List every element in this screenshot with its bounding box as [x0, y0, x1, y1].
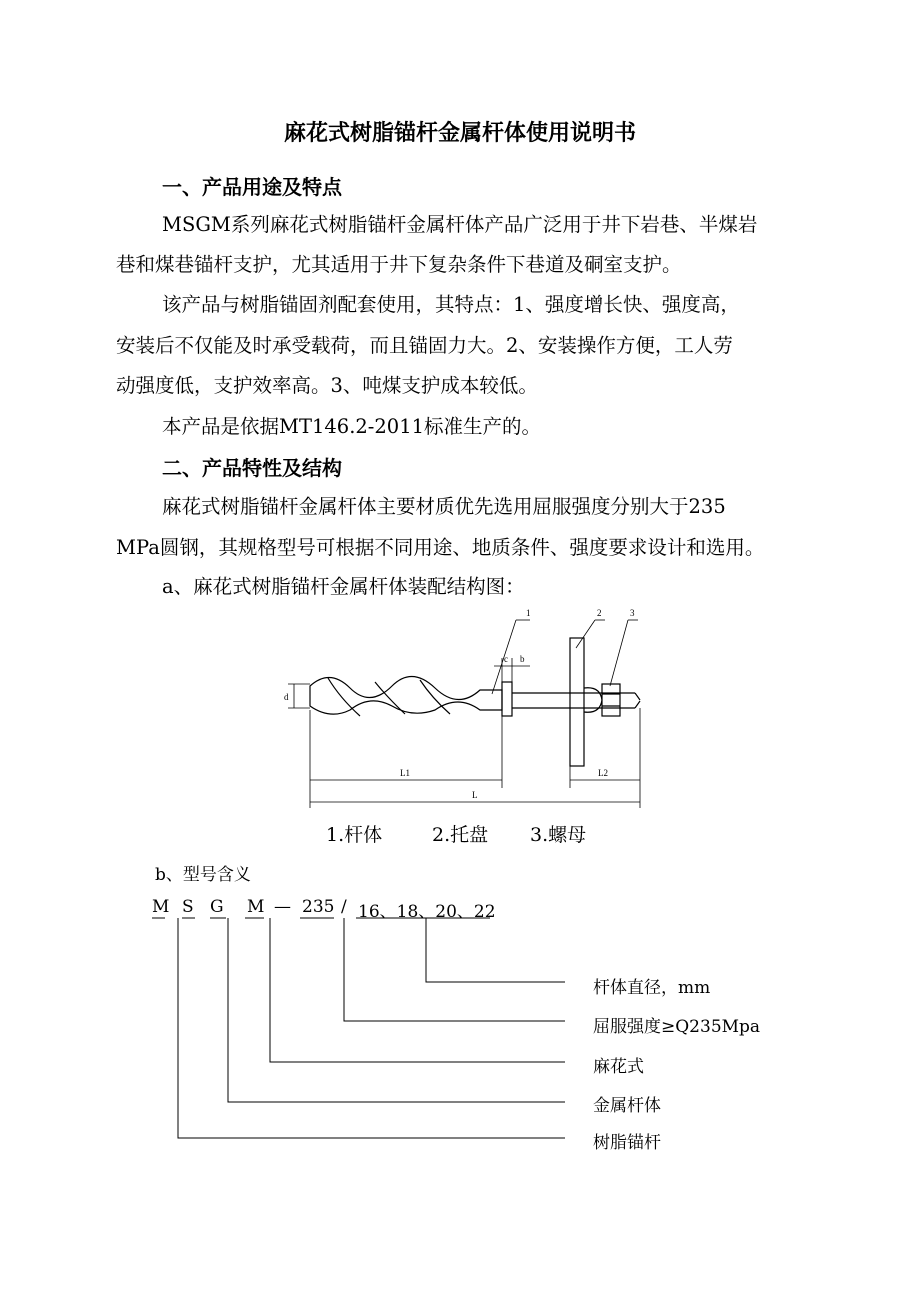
section1-p2-line3: 动强度低，支护效率高。3、吨煤支护成本较低。: [116, 374, 538, 397]
dim-L1: L1: [400, 768, 410, 778]
section1-p1-line1: MSGM系列麻花式树脂锚杆金属杆体产品广泛用于井下岩巷、半煤岩: [162, 213, 758, 236]
label-resin-bolt: 树脂锚杆: [593, 1133, 661, 1153]
dim-b: b: [520, 654, 525, 664]
legend-plate: 2.托盘: [432, 824, 489, 846]
dim-c: c: [504, 654, 508, 664]
page-title: 麻花式树脂锚杆金属杆体使用说明书: [283, 121, 636, 146]
dim-L: L: [472, 790, 478, 800]
fig-b-caption: b、型号含义: [155, 865, 251, 885]
section2-heading: 二、产品特性及结构: [162, 456, 342, 480]
section1-p2-line1: 该产品与树脂锚固剂配套使用，其特点：1、强度增长快、强度高，: [162, 293, 740, 316]
legend-nut: 3.螺母: [530, 824, 587, 846]
dim-L2: L2: [598, 768, 608, 778]
fig-a-caption: a、麻花式树脂锚杆金属杆体装配结构图：: [162, 575, 525, 598]
callout-2: 2: [597, 608, 602, 618]
model-letter-m: M: [152, 897, 170, 917]
callout-3: 3: [630, 608, 635, 618]
model-diameters: 16、18、20、22: [358, 902, 496, 922]
callout-1: 1: [526, 608, 531, 618]
section1-p2-line2: 安装后不仅能及时承受载荷，而且锚固力大。2、安装操作方便，工人劳: [116, 334, 733, 357]
label-twist-type: 麻花式: [593, 1057, 644, 1077]
model-letter-s: S: [182, 897, 194, 917]
model-dash: —: [274, 897, 291, 917]
section1-heading: 一、产品用途及特点: [162, 175, 342, 199]
dim-d: d: [284, 692, 289, 702]
label-rod-diameter: 杆体直径，mm: [593, 978, 711, 998]
section2-p1-line2: MPa圆钢，其规格型号可根据不同用途、地质条件、强度要求设计和选用。: [116, 536, 765, 559]
model-slash: /: [341, 897, 347, 917]
assembly-diagram: [280, 598, 660, 818]
model-strength: 235: [302, 897, 335, 917]
section1-p3: 本产品是依据MT146.2-2011标准生产的。: [162, 415, 542, 438]
section1-p1-line2: 巷和煤巷锚杆支护，尤其适用于井下复杂条件下巷道及硐室支护。: [116, 253, 682, 276]
model-letter-m2: M: [247, 897, 265, 917]
label-metal-rod: 金属杆体: [593, 1096, 661, 1116]
legend-rod: 1.杆体: [326, 824, 383, 846]
section2-p1-line1: 麻花式树脂锚杆金属杆体主要材质优先选用屈服强度分别大于235: [162, 495, 726, 518]
label-yield-strength: 屈服强度≥Q235Mpa: [593, 1017, 761, 1037]
model-letter-g: G: [210, 897, 224, 917]
